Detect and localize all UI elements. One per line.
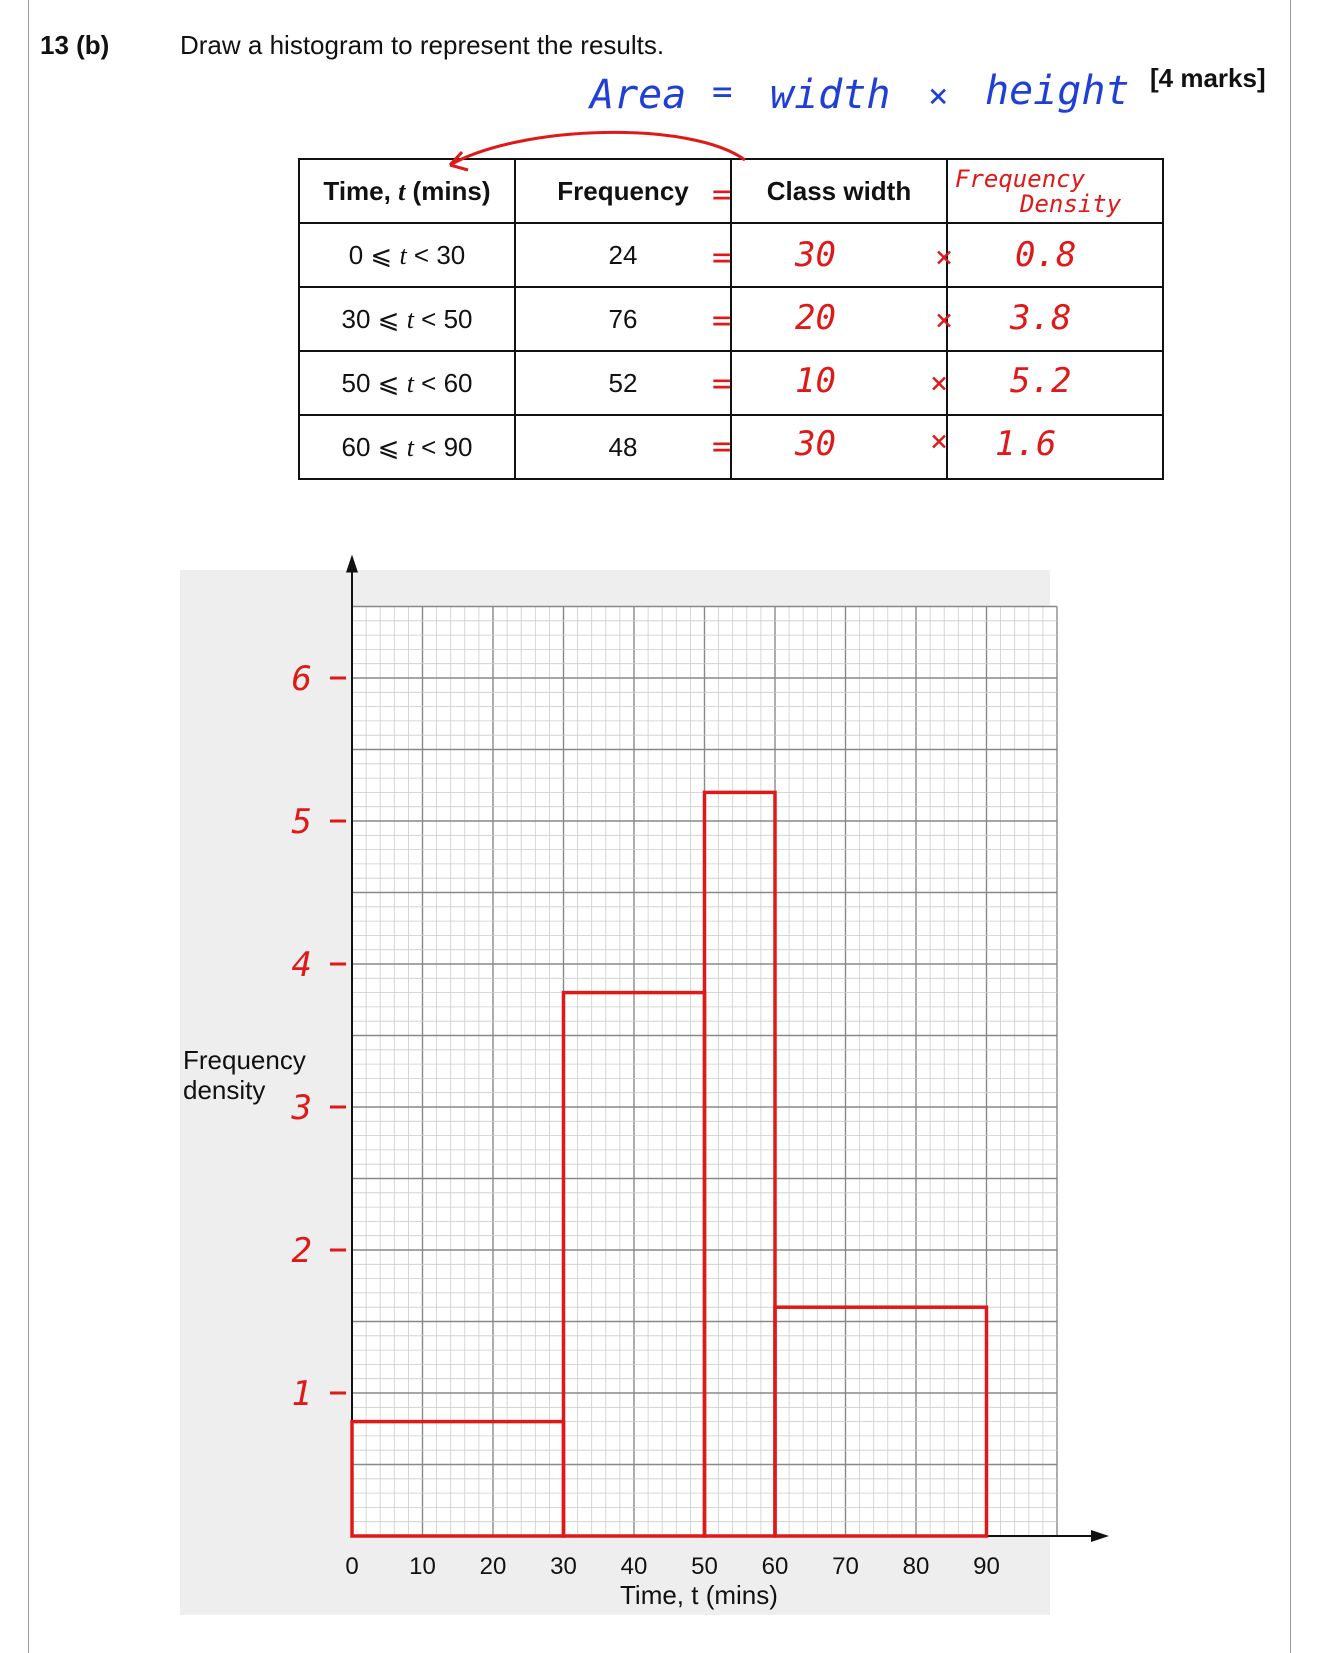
hw-fd-header-1: Frequency [955,165,1086,193]
y-tick-label: 4 [291,945,312,985]
x-axis-arrow [1091,1530,1109,1542]
y-axis-label: Frequency density [183,1045,306,1105]
hw-width-row4: 30 [795,424,836,464]
header-time-var: t [398,176,406,206]
frequency-cell: 52 [515,351,731,415]
hw-fd-row4: 1.6 [995,424,1057,464]
time-interval-cell: 0 ⩽ t < 30 [299,223,515,287]
y-tick-label: 6 [291,659,312,699]
hw-times: × [928,76,949,116]
x-tick-label: 50 [691,1553,718,1580]
x-tick-label: 60 [761,1553,789,1580]
hw-width-row1: 30 [795,235,836,275]
frequency-cell: 24 [515,223,731,287]
y-tick-label: 5 [291,802,312,842]
y-tick-label: 3 [291,1088,312,1128]
question-number: 13 (b) [40,30,110,60]
hw-times-row2: × [935,303,954,338]
time-interval-cell: 50 ⩽ t < 60 [299,351,515,415]
header-class-width: Class width [731,159,947,223]
hw-eq-header: = [712,175,732,213]
hw-eq-row3: = [712,364,732,402]
hw-fd-row1: 0.8 [1015,235,1077,275]
hw-area: Area [590,72,687,118]
x-tick-label: 20 [479,1553,507,1580]
x-tick-label: 30 [550,1553,577,1580]
hw-eq-row4: = [712,427,732,465]
hw-times-row3: × [930,366,949,401]
hw-times-row4: × [930,424,949,459]
y-tick-label: 2 [291,1231,312,1271]
header-time-pre: Time, [323,175,399,206]
x-tick-label: 40 [620,1553,648,1580]
header-time-post: (mins) [405,175,491,206]
hw-eq-row1: = [712,238,732,276]
question-text: Draw a histogram to represent the results. [180,30,665,60]
x-tick-label: 0 [345,1553,359,1580]
x-tick-label: 80 [902,1553,930,1580]
frequency-cell: 48 [515,415,731,479]
hw-eq-row2: = [712,301,732,339]
hw-equals: = [712,72,733,112]
annotation-arrow [450,132,745,165]
hw-width: width [770,72,891,118]
hw-fd-header-2: Density [1020,190,1122,218]
hw-width-row3: 10 [795,361,836,401]
x-tick-label: 70 [832,1553,859,1580]
x-tick-label: 90 [973,1553,1000,1580]
y-tick-label: 1 [291,1374,312,1414]
frequency-cell: 76 [515,287,731,351]
x-axis-label: Time, t (mins) [620,1580,778,1610]
y-axis-arrow [346,555,358,573]
x-tick-label: 10 [409,1553,436,1580]
time-interval-cell: 30 ⩽ t < 50 [299,287,515,351]
hw-fd-row2: 3.8 [1010,298,1072,338]
hw-times-row1: × [935,240,954,275]
time-interval-cell: 60 ⩽ t < 90 [299,415,515,479]
hw-height: height [985,68,1130,114]
header-frequency: Frequency [515,159,731,223]
hw-fd-row3: 5.2 [1010,361,1072,401]
marks-label: [4 marks] [1150,63,1266,93]
hw-width-row2: 20 [795,298,836,338]
